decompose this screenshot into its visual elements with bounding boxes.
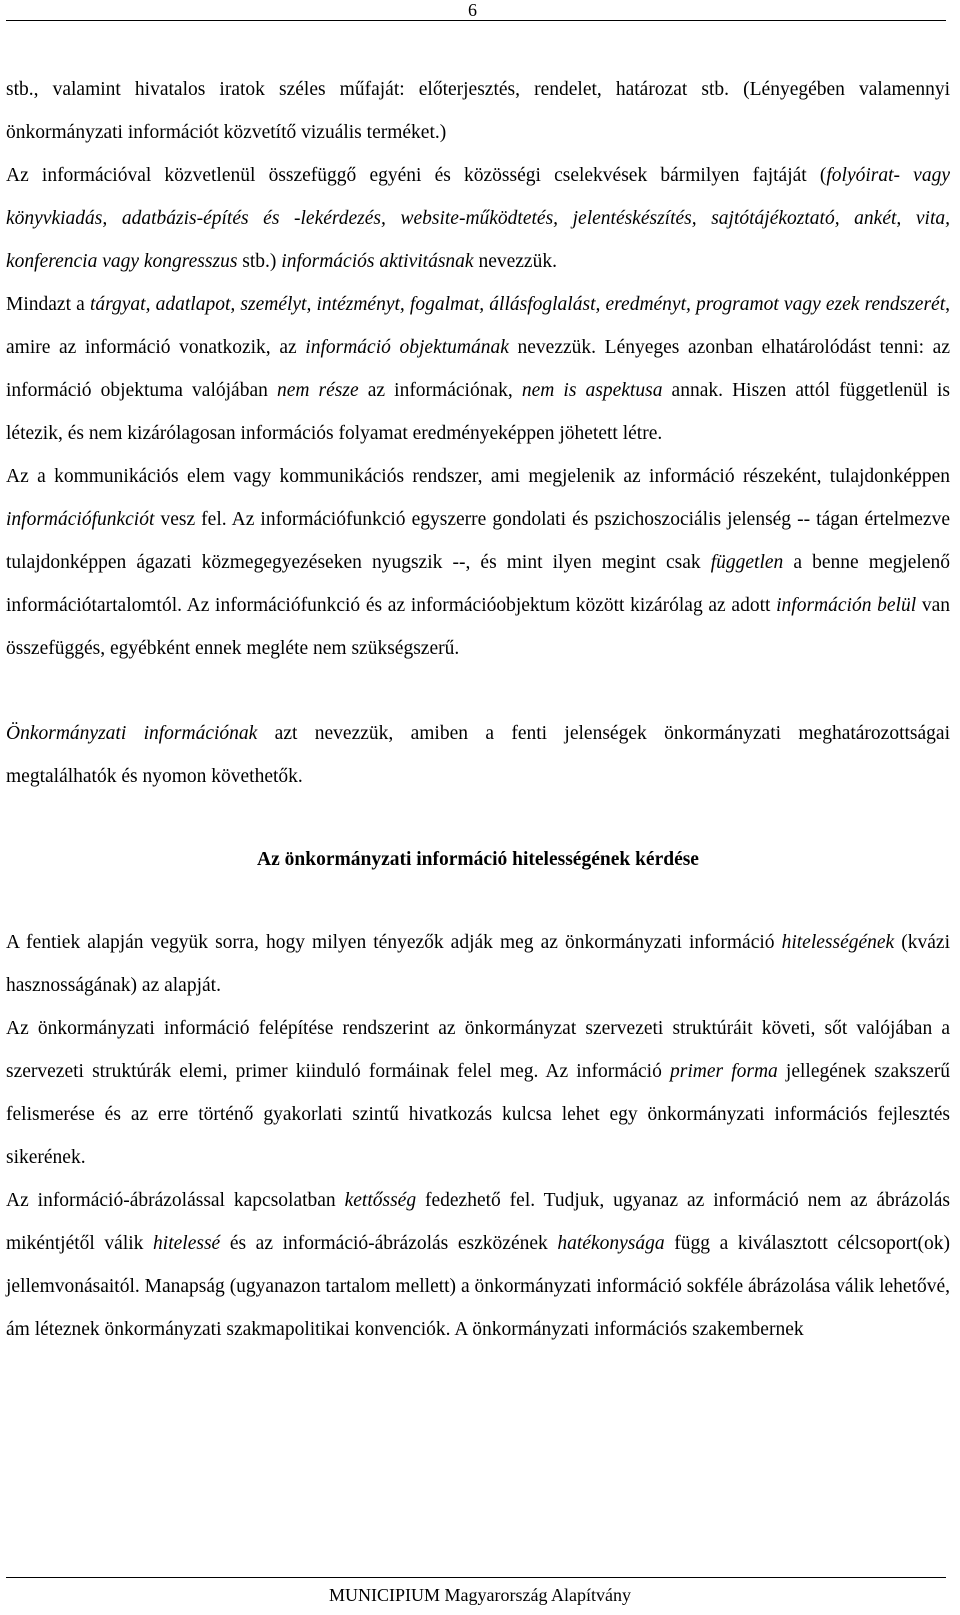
p3-text-i: annak. Hiszen attól függetlenül is létezik, és nem kizárólagosan információs folyamat eredményeképpen jöhetett létre.: [6, 380, 951, 444]
paragraph-1: [6, 68, 950, 154]
p3-text-e: nevezzük. Lényeges azonban elhatárolódást tenni: az információ objektuma valójában: [6, 337, 950, 401]
footer-text: MUNICIPIUM Magyarország Alapítvány: [329, 1585, 631, 1605]
p6-text-c: (kvázi hasznosságának) az alapját.: [6, 932, 950, 996]
p2-text-e: nevezzük.: [473, 251, 557, 272]
paragraph-6: [6, 921, 950, 1007]
p4-text-e: a benne megjelenő információtartalomtól. Az információfunkció és az információobjektum között kizárólag az adott: [6, 552, 950, 616]
p4-italic-term: információfunkciót: [6, 509, 155, 530]
p3-italic-list: tárgyat, adatlapot, személyt, intézményt, fogalmat, állásfoglalást, eredményt, programot vagy ezek rendszerét: [89, 294, 946, 315]
p4-text-c: vesz fel. Az információfunkció egyszerre gondolati és pszichoszociális jelenség -- tágan értelmezve tulajdonképpen ágazati közmegegyezéseken nyugszik --, és mint ilyen megint csak: [6, 509, 950, 573]
p8-text-g: függ a kiválasztott célcsoport(ok) jellemvonásaitól. Manapság (ugyanazon tartalom mellett) a önkormányzati információ sokféle ábrázolása válik lehetővé, ám léteznek önkormányzati szakmapolitikai konvenciók. A önkormányzati információs szakembernek: [6, 1233, 950, 1340]
p2-text-a: Az információval közvetlenül összefüggő egyéni és közösségi cselekvések bármilyen fajtáját (: [6, 165, 827, 186]
p7-text-c: jellegének szakszerű felismerése és az erre történő gyakorlati szintű hivatkozás kulcsa lehet egy önkormányzati információs fejlesztés sikerének.: [6, 1061, 950, 1168]
p2-italic-term: információs aktivitásnak: [281, 251, 474, 272]
p4-text-a: Az a kommunikációs elem vagy kommunikációs rendszer, ami megjelenik az információ részeként, tulajdonképpen: [6, 466, 950, 487]
header-rule: [6, 20, 946, 21]
p3-text-g: az információnak,: [358, 380, 522, 401]
p6-italic-term: hitelességének: [781, 932, 895, 953]
p8-text-a: Az információ-ábrázolással kapcsolatban: [6, 1190, 345, 1211]
p4-italic-fuggetlen: független: [710, 552, 784, 573]
paragraph-2: [6, 154, 950, 283]
paragraph-5: [6, 712, 950, 798]
paragraph-7: [6, 1007, 950, 1179]
p7-text-a: Az önkormányzati információ felépítése rendszerint az önkormányzat szervezeti struktúráit követi, sőt valójában a szervezeti struktúrák elemi, primer kiinduló formáinak felel meg. Az információ: [6, 1018, 950, 1082]
paragraph-4: [6, 455, 950, 670]
p3-italic-term: információ objektumának: [305, 337, 509, 358]
page-number: 6: [468, 0, 477, 20]
p4-italic-belul: információn belül: [776, 595, 917, 616]
p5-italic-term: Önkormányzati információnak: [6, 723, 258, 744]
paragraph-8: [6, 1179, 950, 1351]
p7-italic-term: primer forma: [669, 1061, 778, 1082]
p8-text-c: fedezhető fel. Tudjuk, ugyanaz az információ nem az ábrázolás mikéntjétől válik: [6, 1190, 950, 1254]
p8-italic-hatekonysaga: hatékonysága: [557, 1233, 665, 1254]
document-body: [6, 68, 950, 1351]
p1-text: stb., valamint hivatalos iratok széles műfaját: előterjesztés, rendelet, határozat stb. (Lényegében valamennyi önkormányzati információt közvetítő vizuális terméket.): [6, 79, 950, 143]
paragraph-3: [6, 283, 950, 455]
p3-text-a: Mindazt a: [6, 294, 90, 315]
p3-italic-aspektusa: nem is aspektusa: [521, 380, 663, 401]
footer-rule: [6, 1577, 946, 1578]
p3-text-c: , amire az információ vonatkozik, az: [6, 294, 950, 358]
p2-text-c: stb.): [237, 251, 282, 272]
p6-text-a: A fentiek alapján vegyük sorra, hogy milyen tényezők adják meg az önkormányzati információ: [6, 932, 782, 953]
p8-italic-kettosseg: kettősség: [344, 1190, 417, 1211]
p2-italic-examples: folyóirat- vagy könyvkiadás, adatbázis-építés és -lekérdezés, website-működtetés, jelentéskészítés, sajtótájékoztató, ankét, vita, konferencia vagy kongresszus: [6, 165, 950, 272]
p3-italic-nem-resze: nem része: [276, 380, 359, 401]
p8-text-e: és az információ-ábrázolás eszközének: [220, 1233, 558, 1254]
p8-italic-hitelesse: hitelessé: [153, 1233, 221, 1254]
section-heading: Az önkormányzati információ hitelességének kérdése: [257, 849, 699, 870]
p4-text-g: van összefüggés, egyébként ennek megléte nem szükségszerű.: [6, 595, 950, 659]
p5-text-b: azt nevezzük, amiben a fenti jelenségek önkormányzati meghatározottságai megtalálhatók és nyomon követhetők.: [6, 723, 950, 787]
